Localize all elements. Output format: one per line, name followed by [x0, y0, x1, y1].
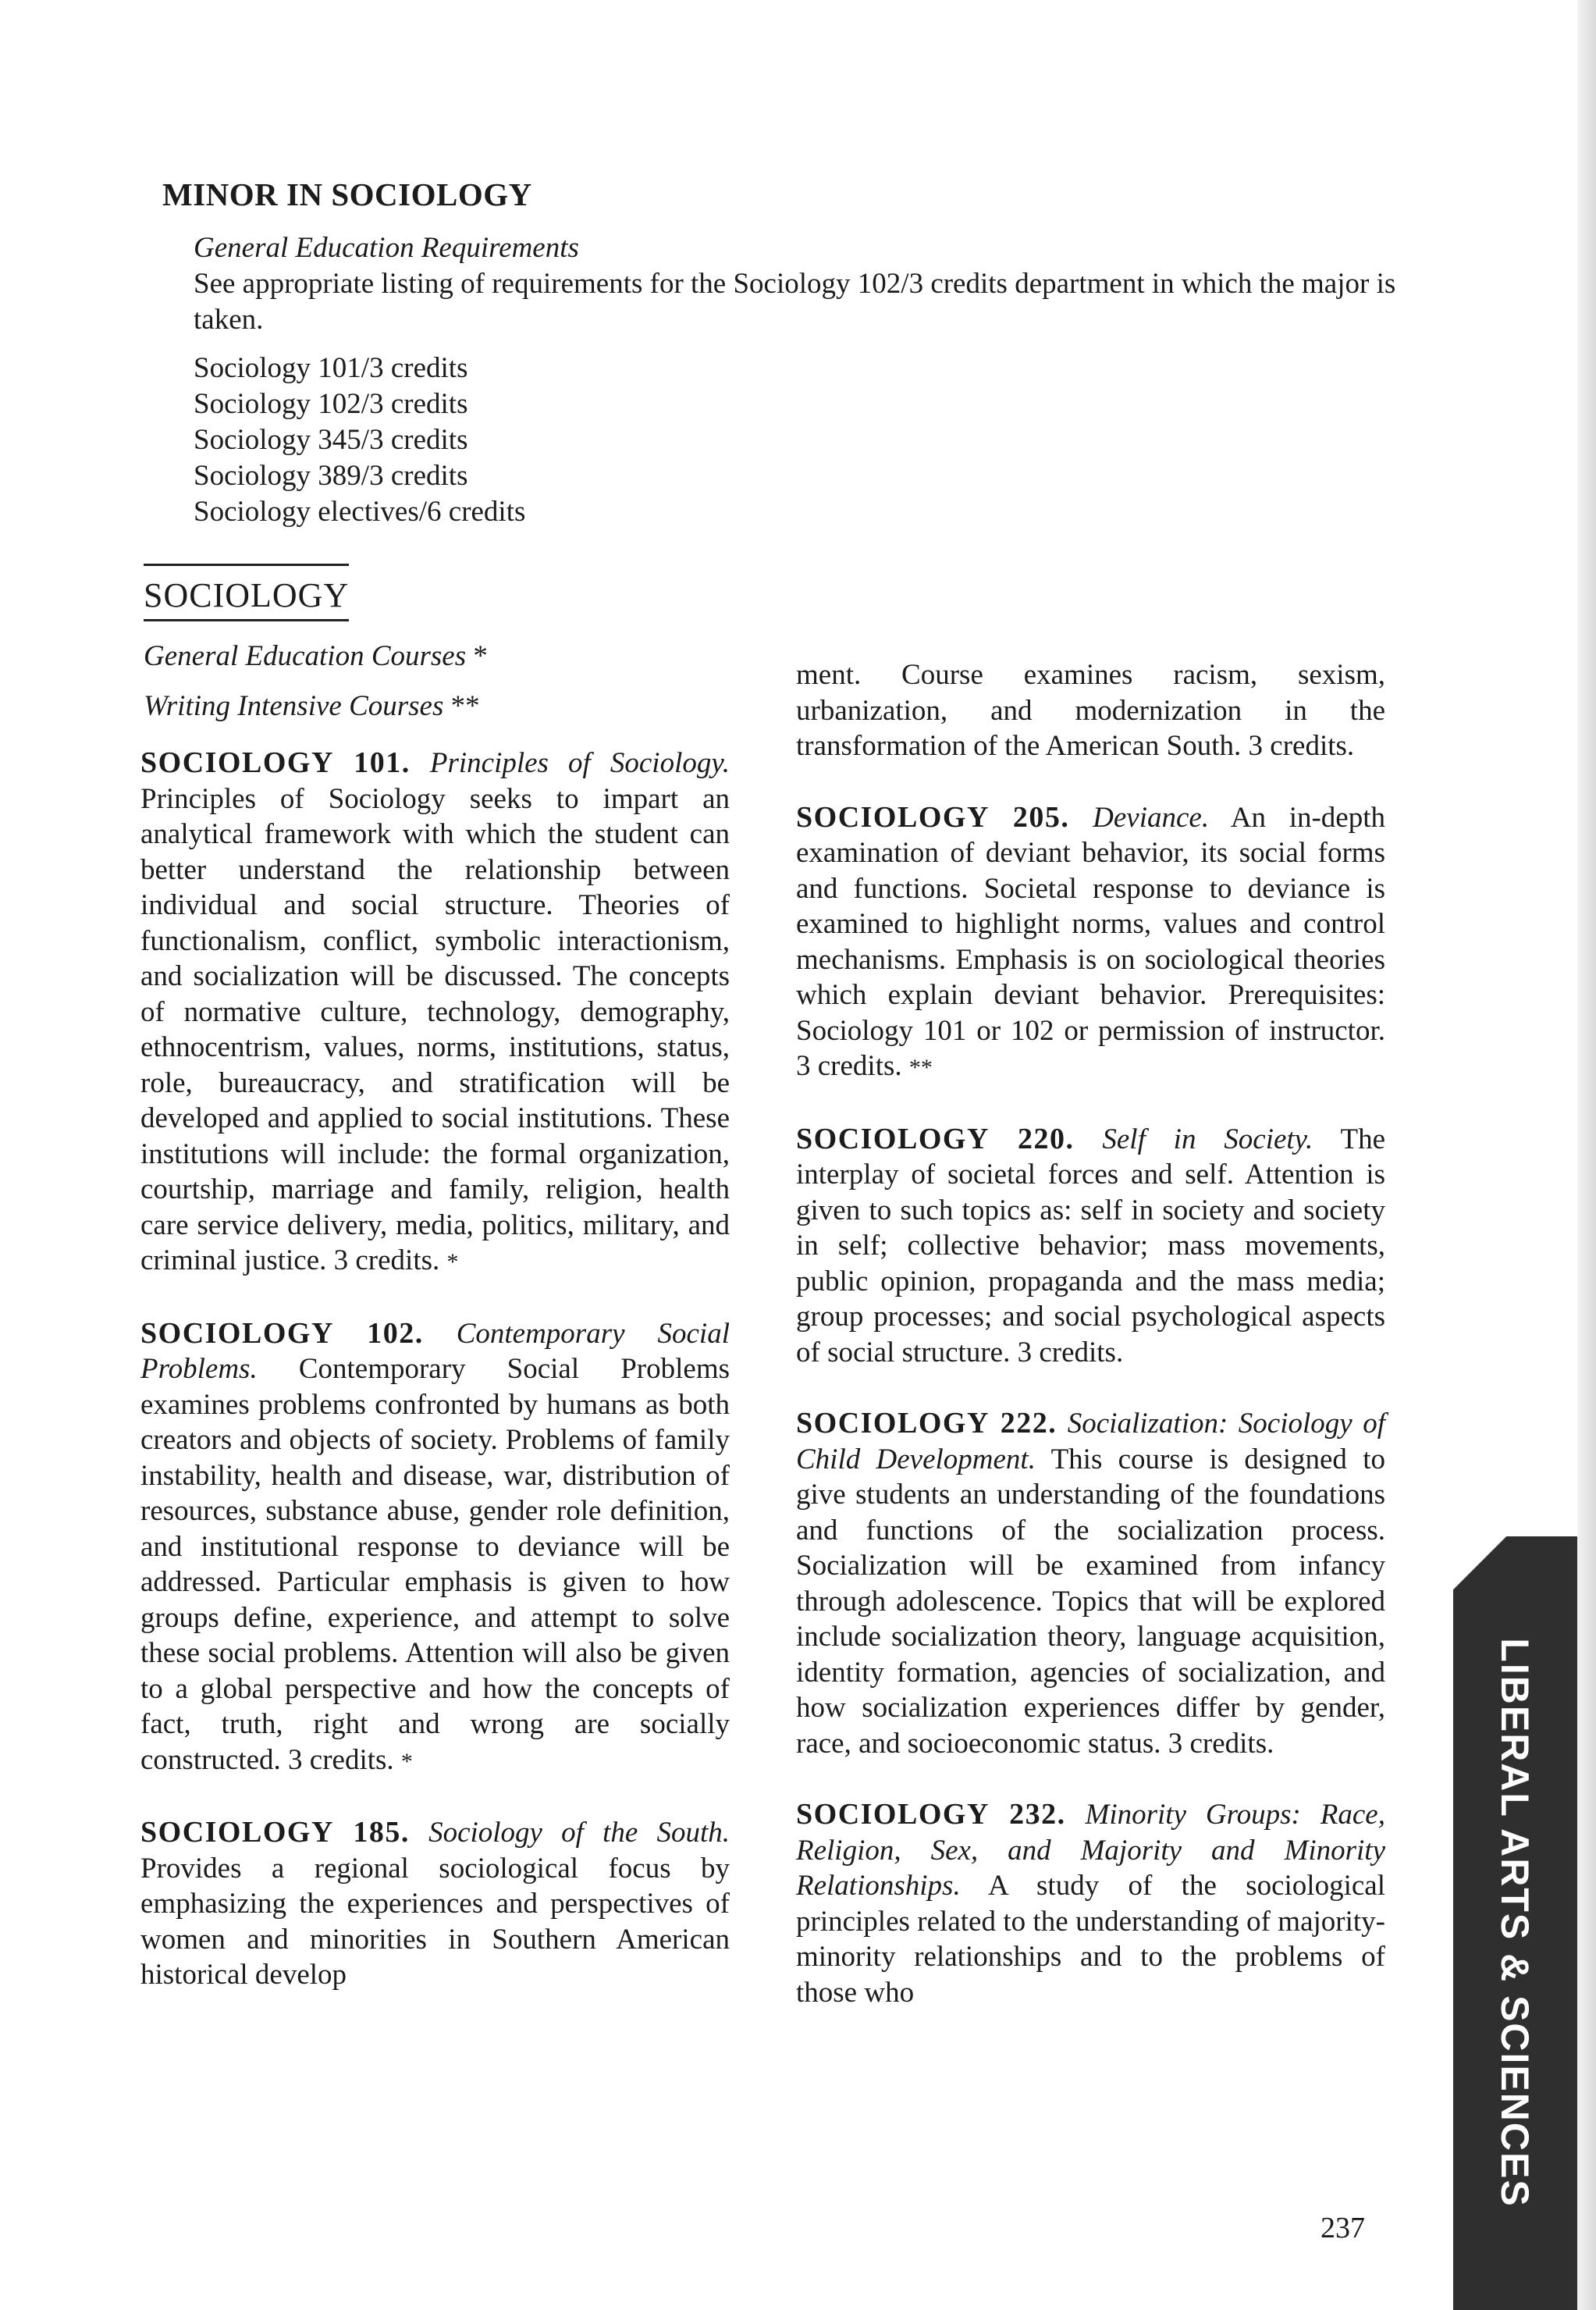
minor-subhead: General Education Requirements: [194, 232, 579, 264]
right-column: [796, 657, 1385, 2046]
minor-in-sociology: [162, 176, 1427, 530]
minor-description: See appropriate listing of requirements for the Sociology 102/3 credits department in which the major is taken.: [194, 268, 1396, 336]
section-title: SOCIOLOGY: [144, 577, 349, 621]
course-title: Self in Society.: [1102, 1123, 1313, 1155]
writing-intensive-mark: **: [908, 1055, 933, 1080]
course-number: SOCIOLOGY 220.: [796, 1122, 1075, 1155]
course-description: The interplay of societal forces and self. Attention is given to such topics as: self in society and society in self; collective behavior; mass movements, public opinion, propaganda and the mass media; group processes; and social psychological aspects of social structure. 3 credits.: [796, 1123, 1385, 1369]
course-title: Sociology of the South.: [428, 1817, 730, 1849]
course-sociology-101: [140, 746, 730, 1280]
legend-mark: *: [473, 640, 488, 672]
course-number: SOCIOLOGY 102.: [140, 1316, 424, 1350]
side-tab-label: LIBERAL ARTS & SCIENCES: [1493, 1638, 1537, 2208]
course-title: Contemporary Social Problems.: [140, 1317, 730, 1385]
course-number: SOCIOLOGY 185.: [140, 1816, 410, 1849]
course-number: SOCIOLOGY 222.: [796, 1407, 1057, 1440]
course-title: Deviance.: [1093, 801, 1210, 834]
section-heading: [144, 564, 349, 621]
course-description: Provides a regional sociological focus by emphasizing the experiences and perspectives of women and minorities in Southern American historical develop: [140, 1852, 730, 1991]
course-number: SOCIOLOGY 232.: [796, 1798, 1066, 1831]
minor-body: [194, 230, 1427, 530]
page-edge-shadow: [1577, 0, 1596, 2310]
minor-requirements-list: [194, 351, 1427, 530]
general-education-mark: *: [446, 1249, 459, 1275]
page-number: 237: [1321, 2212, 1365, 2244]
course-sociology-222: [796, 1406, 1385, 1761]
course-number: SOCIOLOGY 101.: [140, 746, 411, 779]
requirement-item: Sociology 345/3 credits: [194, 424, 468, 456]
course-description: This course is designed to give students an understanding of the foundations and functions of the socialization process. Socialization will be examined from infancy through adolescence. Topics that will be explored include socialization theory, language acquisition, identity formation, agencies of socialization, and how socialization experiences differ by gender, race, and socioeconomic status. 3 credits.: [796, 1443, 1385, 1760]
course-sociology-102: [140, 1316, 730, 1780]
requirement-item: Sociology 101/3 credits: [194, 352, 468, 384]
requirement-item: Sociology electives/6 credits: [194, 496, 526, 528]
course-sociology-185-continued: ment. Course examines racism, sexism, urbanization, and modernization in the transformation of the American South. 3 credits.: [796, 659, 1385, 762]
legend-mark: **: [450, 690, 480, 722]
requirement-item: Sociology 102/3 credits: [194, 388, 468, 420]
course-title: Minority Groups: Race, Religion, Sex, and Majority and Minority Relationships.: [796, 1799, 1385, 1902]
section-side-tab: [1453, 1536, 1577, 2310]
minor-title: MINOR IN SOCIOLOGY: [162, 176, 532, 212]
course-description: Contemporary Social Problems examines problems confronted by humans as both creators and objects of society. Problems of family instability, health and disease, war, distribution of resources, substance abuse, gender role definition, and institutional response to deviance will be addressed. Particular emphasis is given to how groups define, experience, and attempt to solve these social problems. Attention will also be given to a global perspective and how the concepts of fact, truth, right and wrong are socially constructed. 3 credits.: [140, 1353, 730, 1776]
legend-writing-intensive: Writing Intensive Courses **: [144, 690, 480, 722]
legend-general-education: General Education Courses *: [144, 640, 488, 672]
course-sociology-232: [796, 1797, 1385, 2010]
course-sociology-220: [796, 1122, 1385, 1371]
requirement-item: Sociology 389/3 credits: [194, 460, 468, 492]
course-description: An in-depth examination of deviant behavior, its social forms and functions. Societal response to deviance is examined to highlight norms, values and control mechanisms. Emphasis is on sociological theories which explain deviant behavior. Prerequisites: Sociology 101 or 102 or permission of instructor. 3 credits.: [796, 801, 1385, 1082]
course-legend: [144, 639, 488, 739]
course-description: A study of the sociological principles related to the understanding of majority-minority relationships and to the problems of those who: [796, 1870, 1385, 2009]
left-column: [140, 746, 730, 2029]
general-education-mark: *: [400, 1748, 413, 1774]
course-sociology-185: [140, 1815, 730, 1993]
course-sociology-205: [796, 800, 1385, 1086]
course-title: Socialization: Sociology of Child Development.: [796, 1408, 1385, 1475]
course-description: Principles of Sociology seeks to impart an analytical framework with which the student can better understand the relationship between individual and social structure. Theories of functionalism, conflict, symbolic interactionism, and socialization will be discussed. The concepts of normative culture, technology, demography, ethnocentrism, values, norms, institutions, status, role, bureaucracy, and stratification will be developed and applied to social institutions. These institutions will include: the formal organization, courtship, marriage and family, religion, health care service delivery, media, politics, military, and criminal justice. 3 credits.: [140, 782, 730, 1276]
course-number: SOCIOLOGY 205.: [796, 800, 1070, 834]
course-title: Principles of Sociology.: [429, 747, 730, 779]
